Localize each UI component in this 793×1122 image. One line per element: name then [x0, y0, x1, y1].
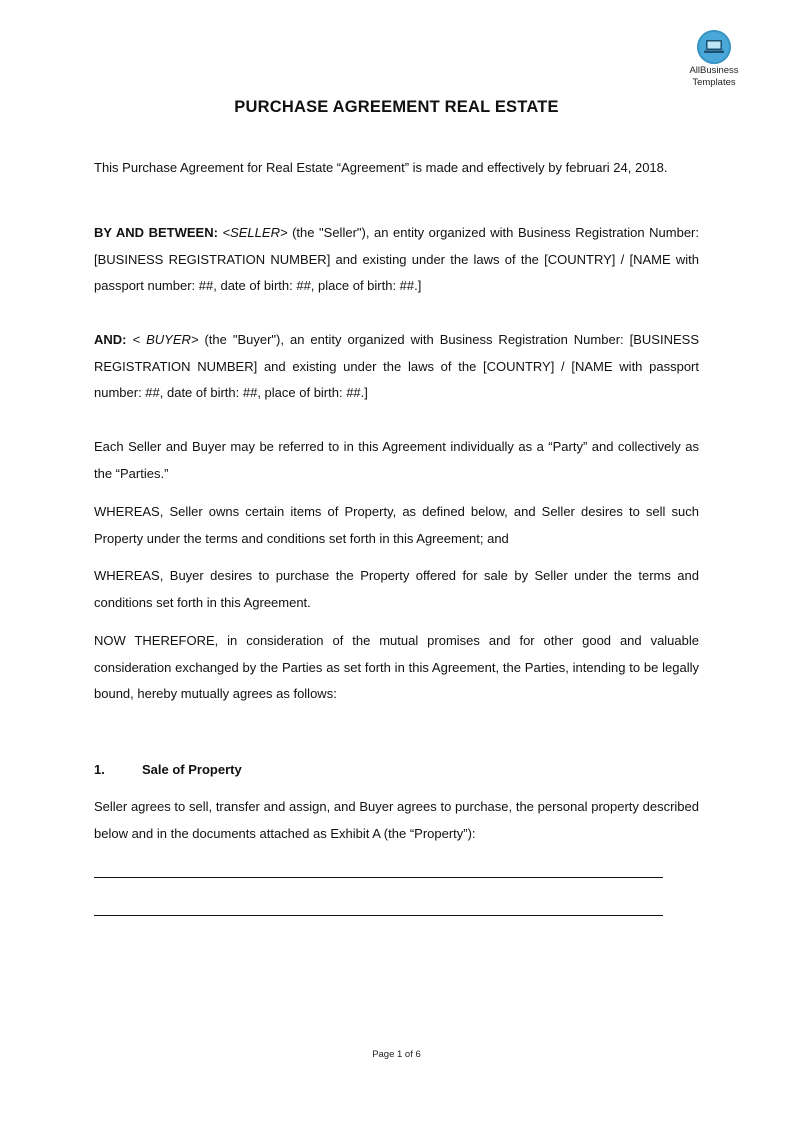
seller-text: (the "Seller"), an entity organized with Business Registration Number: [BUSINESS REGISTRATION NUMBER] and existing under the laws of the [COUNTRY] / [NAME with passport number: ##, date of birth: ##, place of birth: ##.] — [94, 225, 699, 293]
intro-paragraph: This Purchase Agreement for Real Estate “Agreement” is made and effectively by februari 24, 2018. — [94, 160, 668, 175]
document-title: PURCHASE AGREEMENT REAL ESTATE — [234, 98, 559, 116]
property-blank-line-2 — [94, 915, 663, 916]
section-1-number: 1. — [94, 762, 105, 777]
section-1-paragraph: Seller agrees to sell, transfer and assign, and Buyer agrees to purchase, the personal property described below and in the documents attached as Exhibit A (the “Property”): — [94, 799, 699, 841]
logo-text-line2: Templates — [692, 77, 736, 88]
whereas-seller-paragraph: WHEREAS, Seller owns certain items of Property, as defined below, and Seller desires to sell such Property under the terms and conditions set forth in this Agreement; and — [94, 504, 699, 546]
parties-paragraph: Each Seller and Buyer may be referred to in this Agreement individually as a “Party” and collectively as the “Parties.” — [94, 439, 699, 481]
logo-text-line1: AllBusiness — [689, 65, 739, 76]
allbusiness-logo — [672, 30, 756, 88]
property-blank-line-1 — [94, 877, 663, 878]
page-number: Page 1 of 6 — [372, 1049, 421, 1060]
seller-placeholder: <SELLER> — [222, 225, 288, 240]
buyer-text: (the "Buyer"), an entity organized with Business Registration Number: [BUSINESS REGISTRATION NUMBER] and existing under the laws of the [COUNTRY] / [NAME with passport number: ##, date of birth: ##, place of birth: ##.] — [94, 332, 699, 400]
section-1-heading — [94, 760, 242, 780]
buyer-placeholder: < BUYER> — [132, 332, 199, 347]
laptop-icon — [697, 30, 731, 64]
now-therefore-paragraph: NOW THEREFORE, in consideration of the mutual promises and for other good and valuable consideration exchanged by the Parties as set forth in this Agreement, the Parties, intending to be legally bound, hereby mutually agrees as follows: — [94, 633, 699, 701]
section-1-title: Sale of Property — [142, 762, 242, 777]
seller-paragraph — [94, 220, 699, 300]
buyer-paragraph — [94, 327, 699, 407]
whereas-buyer-paragraph: WHEREAS, Buyer desires to purchase the Property offered for sale by Seller under the terms and conditions set forth in this Agreement. — [94, 568, 699, 610]
buyer-lead: AND: — [94, 332, 127, 347]
seller-lead: BY AND BETWEEN: — [94, 225, 218, 240]
